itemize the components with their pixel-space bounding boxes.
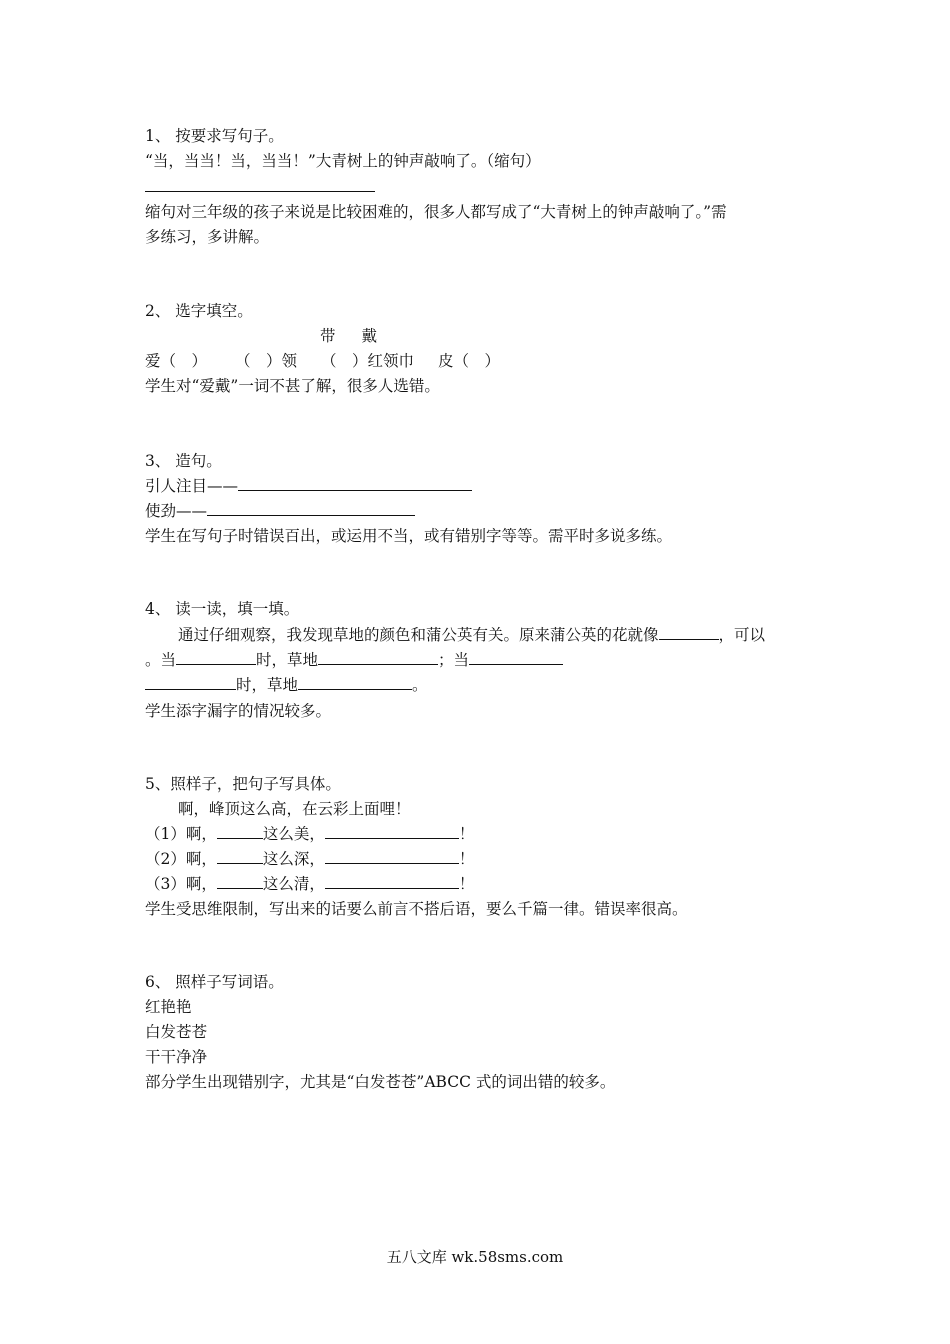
q4-para-line2 (145, 649, 563, 671)
q2-item-3[interactable]: （ ）红领巾 (321, 352, 415, 370)
q4-blank1[interactable] (659, 624, 719, 640)
q3-prompt2-row (145, 500, 415, 522)
q2-item-1[interactable]: 爱（ ） (145, 352, 208, 370)
q5-item-2-num: （2）啊， (145, 850, 217, 868)
q2-items (145, 350, 500, 372)
q4-para-line1 (178, 624, 765, 646)
q5-item-2-mid: 这么深， (262, 850, 325, 868)
q6-word-3: 干干净净 (145, 1048, 208, 1066)
q3-note: 学生在写句子时错误百出，或运用不当，或有错别字等等。需平时多说多练。 (145, 527, 673, 545)
q5-item-1-num: （1）啊， (145, 825, 217, 843)
q6-word-1: 红艳艳 (145, 998, 192, 1016)
q4-p3a: 时，草地 (236, 676, 299, 694)
q5-note: 学生受思维限制，写出来的话要么前言不搭后语，要么千篇一律。错误率很高。 (145, 900, 688, 918)
q4-blank5[interactable] (145, 674, 236, 690)
q4-blank2[interactable] (176, 649, 256, 665)
q4-p1b: ，可以 (718, 626, 766, 644)
q2-choices (320, 325, 377, 347)
q5-item-1 (145, 823, 474, 845)
q5-item-2 (145, 848, 474, 870)
q5-item-1-blank-a[interactable] (217, 823, 263, 839)
q5-item-1-end: ！ (458, 825, 475, 843)
q2-note: 学生对“爱戴”一词不甚了解，很多人选错。 (145, 377, 440, 395)
q4-blank6[interactable] (298, 674, 412, 690)
q2-choice-dai2: 戴 (361, 327, 378, 345)
q1-sentence: “当，当当！当，当当！”大青树上的钟声敲响了。（缩句） (145, 152, 541, 170)
q4-p1: 通过仔细观察，我发现草地的颜色和蒲公英有关。原来蒲公英的花就像 (178, 626, 659, 644)
q4-p2c: ；当 (438, 651, 470, 669)
q5-item-2-end: ！ (458, 850, 475, 868)
q1-answer-line[interactable] (145, 176, 375, 198)
q1-note-line1: 缩句对三年级的孩子来说是比较困难的，很多人都写成了“大青树上的钟声敲响了。”需 (145, 203, 727, 221)
q4-blank4[interactable] (469, 649, 563, 665)
q5-item-2-blank-a[interactable] (217, 848, 263, 864)
q4-para-line3 (145, 674, 428, 696)
q4-p2a: 。当 (145, 651, 177, 669)
q3-title: 3、 造句。 (145, 452, 222, 470)
footer-watermark: 五八文库 wk.58sms.com (386, 1248, 564, 1266)
q3-prompt1-row (145, 475, 472, 497)
q4-p3b: 。 (412, 676, 428, 694)
q1-note-line2: 多练习，多讲解。 (145, 228, 270, 246)
q4-note: 学生添字漏字的情况较多。 (145, 702, 332, 720)
q2-title: 2、 选字填空。 (145, 302, 253, 320)
q5-item-3-blank-a[interactable] (217, 873, 263, 889)
q6-note: 部分学生出现错别字，尤其是“白发苍苍”ABCC 式的词出错的较多。 (145, 1073, 616, 1091)
q3-prompt1: 引人注目—— (145, 477, 239, 495)
q5-item-1-blank-b[interactable] (325, 823, 459, 839)
q3-blank2[interactable] (207, 500, 415, 516)
q5-item-3-mid: 这么清， (262, 875, 325, 893)
q5-item-3-end: ！ (458, 875, 475, 893)
q4-blank3[interactable] (318, 649, 438, 665)
q5-example: 啊，峰顶这么高，在云彩上面哩！ (178, 800, 411, 818)
q3-prompt2: 使劲—— (145, 502, 208, 520)
q4-title: 4、 读一读，填一填。 (145, 600, 300, 618)
q2-item-2[interactable]: （ ）领 (235, 352, 298, 370)
q2-choice-dai1: 带 (320, 327, 336, 345)
q2-item-4[interactable]: 皮（ ） (438, 352, 501, 370)
q6-title: 6、 照样子写词语。 (145, 973, 284, 991)
q4-p2b: 时，草地 (256, 651, 319, 669)
q5-item-3-num: （3）啊， (145, 875, 217, 893)
q5-title: 5、照样子，把句子写具体。 (145, 775, 341, 793)
q5-item-1-mid: 这么美， (262, 825, 325, 843)
q1-title: 1、 按要求写句子。 (145, 127, 284, 145)
q3-blank1[interactable] (238, 475, 472, 491)
q5-item-3-blank-b[interactable] (325, 873, 459, 889)
q6-word-2: 白发苍苍 (145, 1023, 208, 1041)
q5-item-2-blank-b[interactable] (325, 848, 459, 864)
q5-item-3 (145, 873, 474, 895)
